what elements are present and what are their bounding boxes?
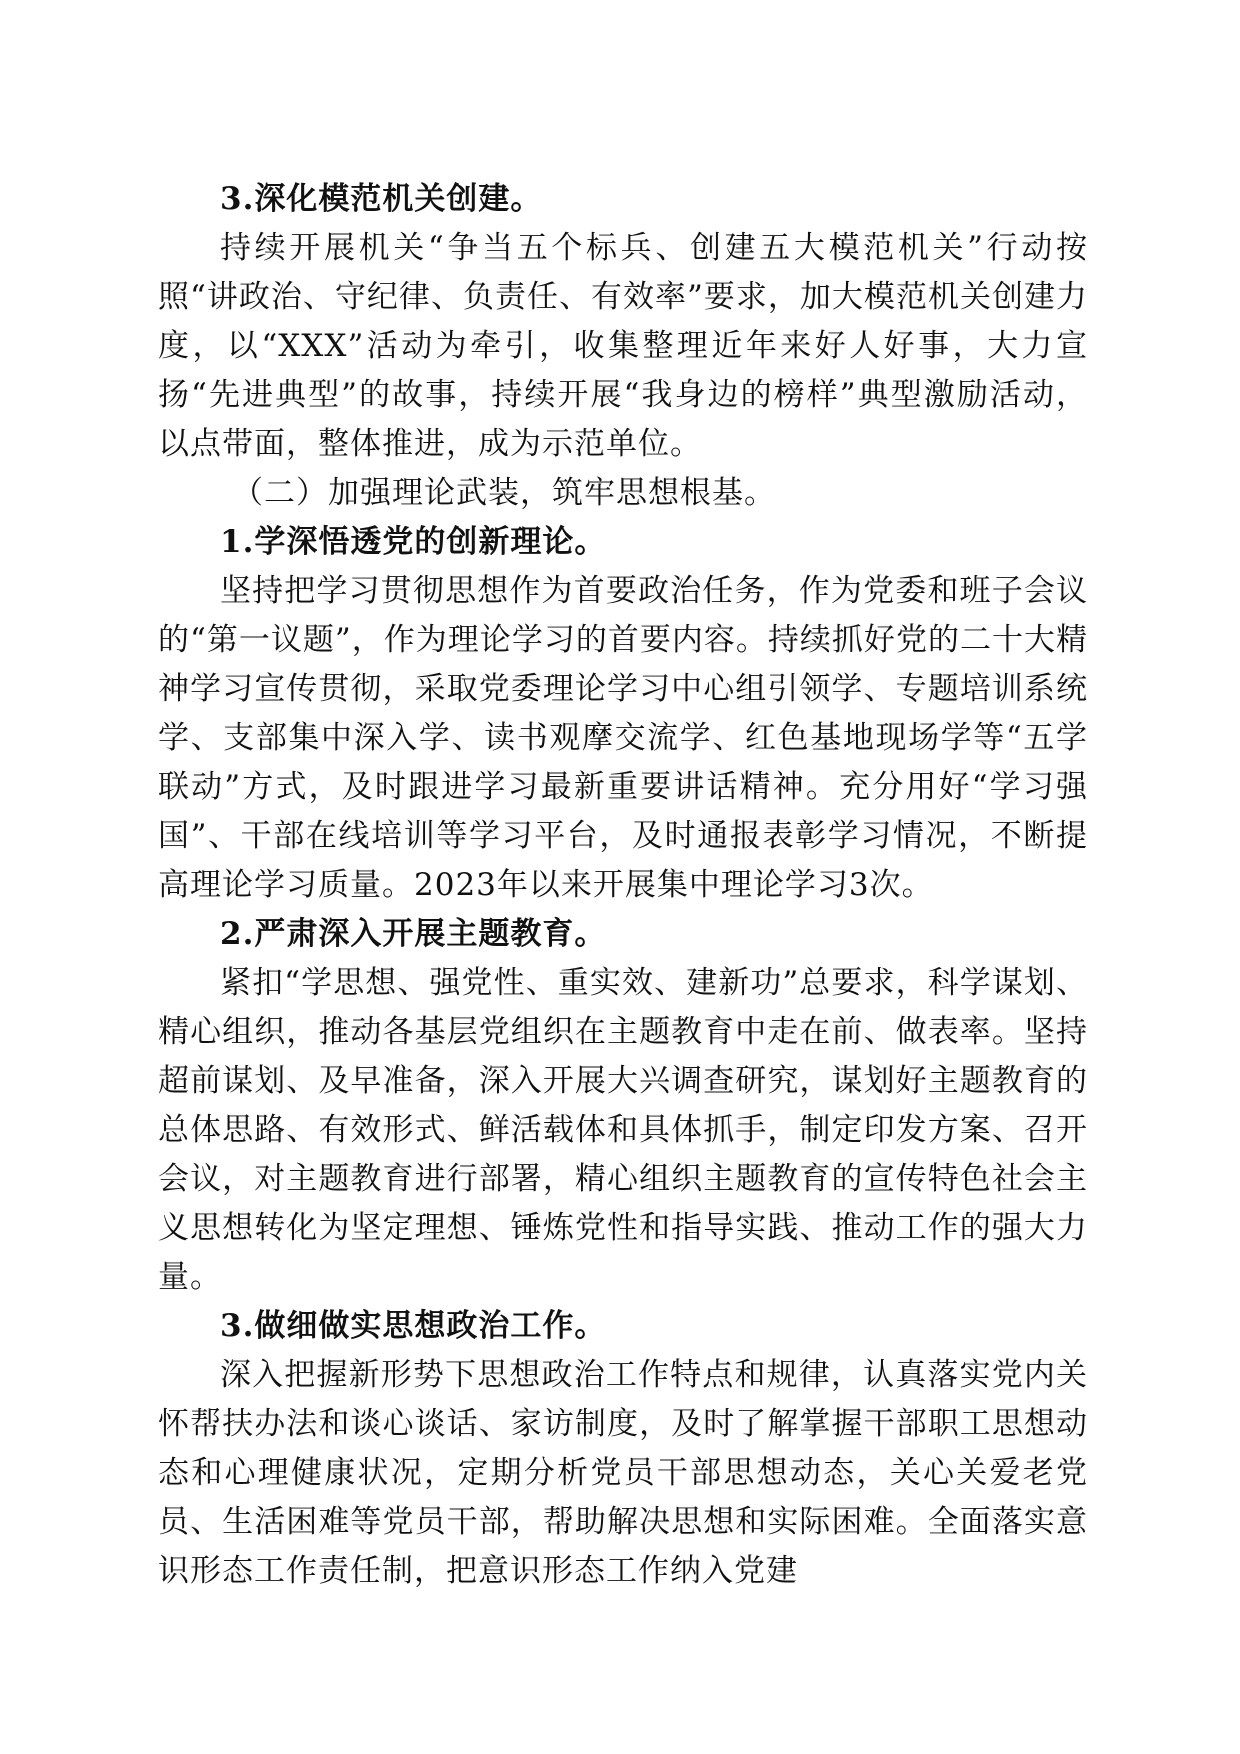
paragraph-innovation-theory: 坚持把学习贯彻思想作为首要政治任务，作为党委和班子会议的“第一议题”，作为理论学习的首要内容。持续抓好党的二十大精神学习宣传贯彻，采取党委理论学习中心组引领学、专题培训系统学、支部集中深入学、读书观摩交流学、红色基地现场学等“五学联动”方式，及时跟进学习最新重要讲话精神。充分用好“学习强国”、干部在线培训等学习平台，及时通报表彰学习情况，不断提高理论学习质量。2023年以来开展集中理论学习3次。 — [158, 573, 1088, 903]
paragraph-ideological-work: 深入把握新形势下思想政治工作特点和规律，认真落实党内关怀帮扶办法和谈心谈话、家访制度，及时了解掌握干部职工思想动态和心理健康状况，定期分析党员干部思想动态，关心关爱老党员、生活困难等党员干部，帮助解决思想和实际困难。全面落实意识形态工作责任制，把意识形态工作纳入党建 — [158, 1357, 1088, 1589]
subheading-model-organ: 3.深化模范机关创建。 — [220, 181, 543, 217]
section-heading-theory: （二）加强理论武装，筑牢思想根基。 — [232, 475, 776, 511]
subheading-ideological-work: 3.做细做实思想政治工作。 — [220, 1308, 607, 1344]
subheading-innovation-theory: 1.学深悟透党的创新理论。 — [220, 524, 607, 560]
paragraph-theme-education: 紧扣“学思想、强党性、重实效、建新功”总要求，科学谋划、精心组织，推动各基层党组织在主题教育中走在前、做表率。坚持超前谋划、及早准备，深入开展大兴调查研究，谋划好主题教育的总体思路、有效形式、鲜活载体和具体抓手，制定印发方案、召开会议，对主题教育进行部署，精心组织主题教育的宣传特色社会主义思想转化为坚定理想、锤炼党性和指导实践、推动工作的强大力量。 — [158, 965, 1088, 1295]
subheading-theme-education: 2.严肃深入开展主题教育。 — [220, 916, 607, 952]
paragraph-model-organ: 持续开展机关“争当五个标兵、创建五大模范机关”行动按照“讲政治、守纪律、负责任、有效率”要求，加大模范机关创建力度，以“XXX”活动为牵引，收集整理近年来好人好事，大力宣扬“先进典型”的故事，持续开展“我身边的榜样”典型激励活动，以点带面，整体推进，成为示范单位。 — [158, 230, 1088, 462]
document-body — [158, 175, 1088, 1596]
